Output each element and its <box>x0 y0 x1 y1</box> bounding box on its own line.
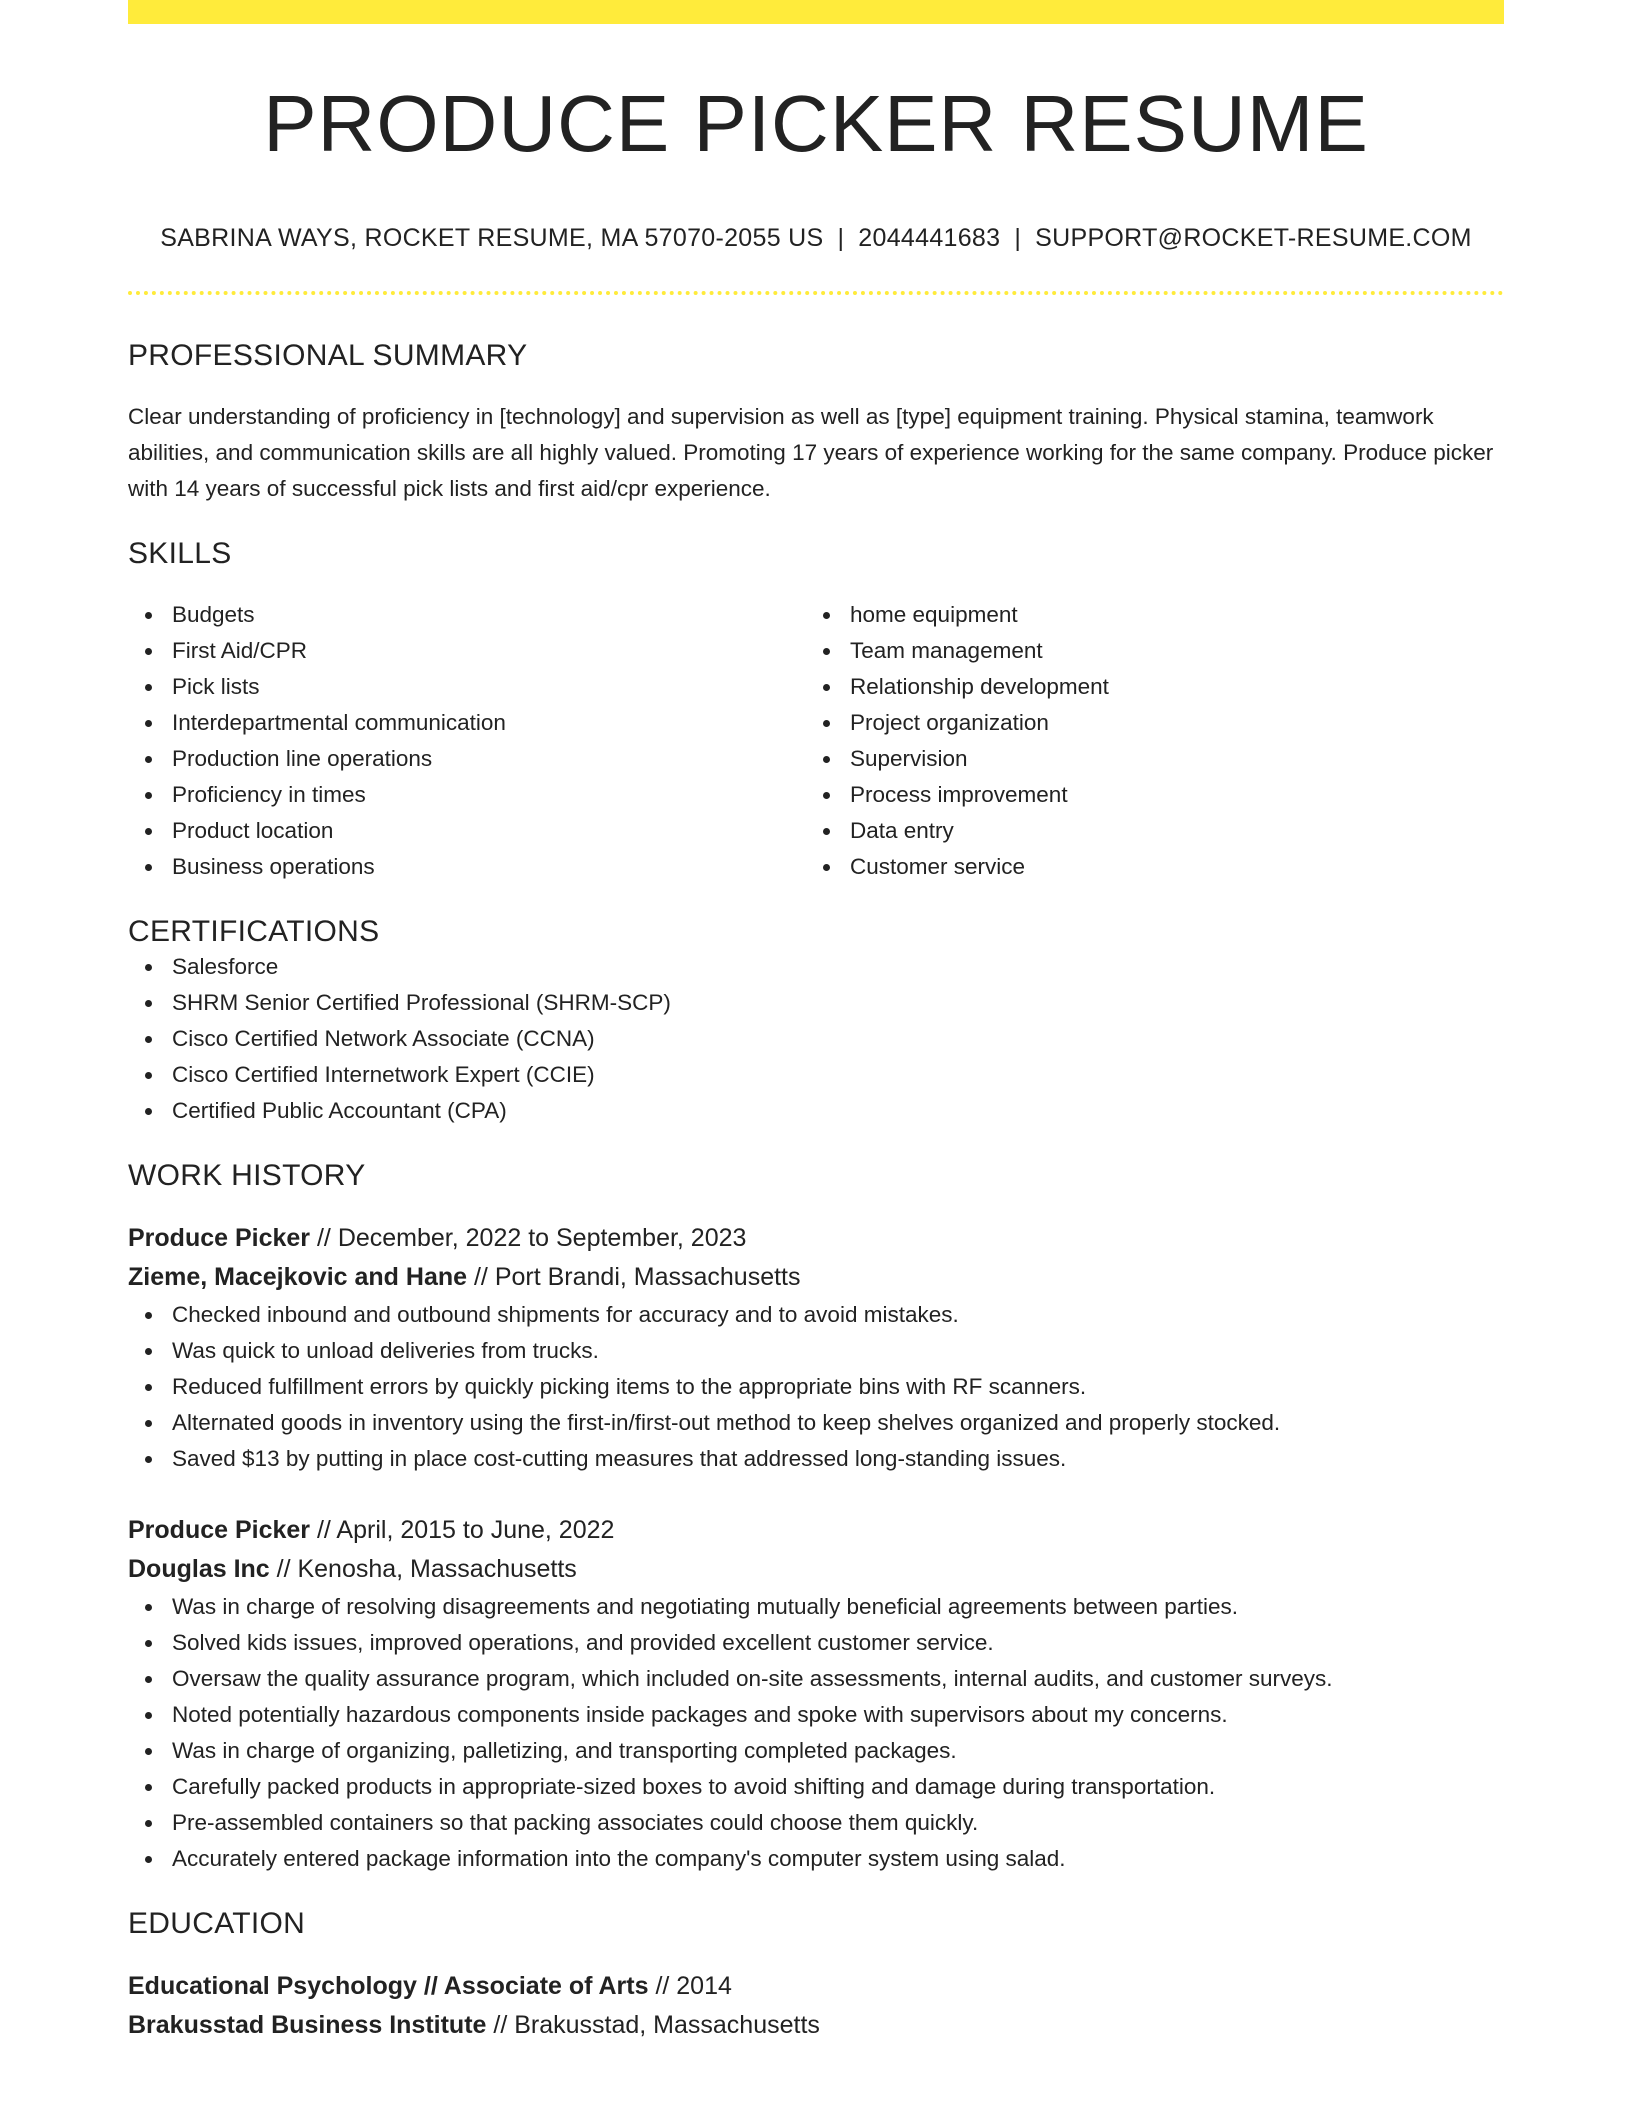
job-location: // Kenosha, Massachusetts <box>269 1555 577 1583</box>
education-degree-line <box>128 1967 1504 2006</box>
education-location: // Brakusstad, Massachusetts <box>486 2011 820 2039</box>
contact-separator: | <box>837 224 845 252</box>
education-entry <box>128 1967 1504 2045</box>
work-history-heading: WORK HISTORY <box>128 1159 366 1192</box>
job-duty-item: Oversaw the quality assurance program, which included on-site assessments, internal audits, and customer surveys. <box>128 1661 1504 1697</box>
skill-item: Pick lists <box>128 669 806 705</box>
education-school-line <box>128 2006 1504 2045</box>
skill-item: First Aid/CPR <box>128 633 806 669</box>
skill-item: Budgets <box>128 597 806 633</box>
skills-list-right <box>806 597 1484 885</box>
skill-item: Interdepartmental communication <box>128 705 806 741</box>
job-company: Zieme, Macejkovic and Hane <box>128 1263 468 1291</box>
job-duties-list <box>128 1589 1504 1877</box>
job-company-line <box>128 1258 1504 1297</box>
job-duty-item: Noted potentially hazardous components inside packages and spoke with supervisors about my concerns. <box>128 1697 1504 1733</box>
certification-item: Certified Public Accountant (CPA) <box>128 1093 1504 1129</box>
skill-item: Data entry <box>806 813 1484 849</box>
job-duty-item: Pre-assembled containers so that packing associates could choose them quickly. <box>128 1805 1504 1841</box>
contact-line <box>128 224 1504 253</box>
job-duty-item: Solved kids issues, improved operations, and provided excellent customer service. <box>128 1625 1504 1661</box>
job-duty-item: Was in charge of resolving disagreements and negotiating mutually beneficial agreements between parties. <box>128 1589 1504 1625</box>
job-dates: // December, 2022 to September, 2023 <box>310 1224 747 1252</box>
job-title: Produce Picker <box>128 1224 311 1252</box>
contact-email: SUPPORT@ROCKET-RESUME.COM <box>1035 224 1472 252</box>
education-heading: EDUCATION <box>128 1907 306 1940</box>
contact-address: SABRINA WAYS, ROCKET RESUME, MA 57070-2055 US <box>160 224 824 252</box>
job-title: Produce Picker <box>128 1516 311 1544</box>
education-degree: Educational Psychology // Associate of Arts <box>128 1972 649 2000</box>
certifications-list <box>128 949 1504 1129</box>
page-title: PRODUCE PICKER RESUME <box>263 79 1369 168</box>
skill-item: Team management <box>806 633 1484 669</box>
summary-text: Clear understanding of proficiency in [technology] and supervision as well as [type] equipment training. Physical stamina, teamwork abilities, and communication skills are all highly valued. Promoting 17 years of experience working for the same company. Produce picker with 14 years of successful pick lists and first aid/cpr experience. <box>128 404 1494 501</box>
summary-heading: PROFESSIONAL SUMMARY <box>128 339 528 372</box>
education-year: // 2014 <box>648 1972 732 2000</box>
certification-item: Salesforce <box>128 949 1504 985</box>
job-duty-item: Was quick to unload deliveries from trucks. <box>128 1333 1504 1369</box>
skill-item: Proficiency in times <box>128 777 806 813</box>
skills-column-left <box>128 597 806 885</box>
skills-columns <box>128 597 1504 885</box>
job-entry <box>128 1511 1504 1877</box>
job-duties-list <box>128 1297 1504 1477</box>
job-duty-item: Carefully packed products in appropriate-sized boxes to avoid shifting and damage during transportation. <box>128 1769 1504 1805</box>
header-divider <box>128 291 1504 295</box>
job-entry <box>128 1219 1504 1477</box>
skill-item: Product location <box>128 813 806 849</box>
job-duty-item: Reduced fulfillment errors by quickly picking items to the appropriate bins with RF scanners. <box>128 1369 1504 1405</box>
contact-phone: 2044441683 <box>858 224 1001 252</box>
skill-item: Process improvement <box>806 777 1484 813</box>
skill-item: Supervision <box>806 741 1484 777</box>
job-duty-item: Alternated goods in inventory using the first-in/first-out method to keep shelves organized and properly stocked. <box>128 1405 1504 1441</box>
skill-item: home equipment <box>806 597 1484 633</box>
resume-page <box>128 0 1504 2045</box>
job-title-line <box>128 1511 1504 1550</box>
contact-separator: | <box>1014 224 1022 252</box>
job-title-line <box>128 1219 1504 1258</box>
job-dates: // April, 2015 to June, 2022 <box>310 1516 615 1544</box>
certification-item: SHRM Senior Certified Professional (SHRM-SCP) <box>128 985 1504 1021</box>
skill-item: Relationship development <box>806 669 1484 705</box>
certification-item: Cisco Certified Internetwork Expert (CCIE) <box>128 1057 1504 1093</box>
skill-item: Business operations <box>128 849 806 885</box>
skill-item: Production line operations <box>128 741 806 777</box>
skills-heading: SKILLS <box>128 537 232 570</box>
certifications-heading: CERTIFICATIONS <box>128 915 380 948</box>
job-location: // Port Brandi, Massachusetts <box>467 1263 801 1291</box>
certification-item: Cisco Certified Network Associate (CCNA) <box>128 1021 1504 1057</box>
education-school: Brakusstad Business Institute <box>128 2011 487 2039</box>
job-duty-item: Checked inbound and outbound shipments for accuracy and to avoid mistakes. <box>128 1297 1504 1333</box>
top-accent-bar <box>128 0 1504 24</box>
job-duty-item: Accurately entered package information into the company's computer system using salad. <box>128 1841 1504 1877</box>
job-duty-item: Was in charge of organizing, palletizing, and transporting completed packages. <box>128 1733 1504 1769</box>
job-company-line <box>128 1550 1504 1589</box>
job-duty-item: Saved $13 by putting in place cost-cutting measures that addressed long-standing issues. <box>128 1441 1504 1477</box>
job-company: Douglas Inc <box>128 1555 270 1583</box>
skills-list-left <box>128 597 806 885</box>
skills-column-right <box>806 597 1484 885</box>
skill-item: Project organization <box>806 705 1484 741</box>
skill-item: Customer service <box>806 849 1484 885</box>
